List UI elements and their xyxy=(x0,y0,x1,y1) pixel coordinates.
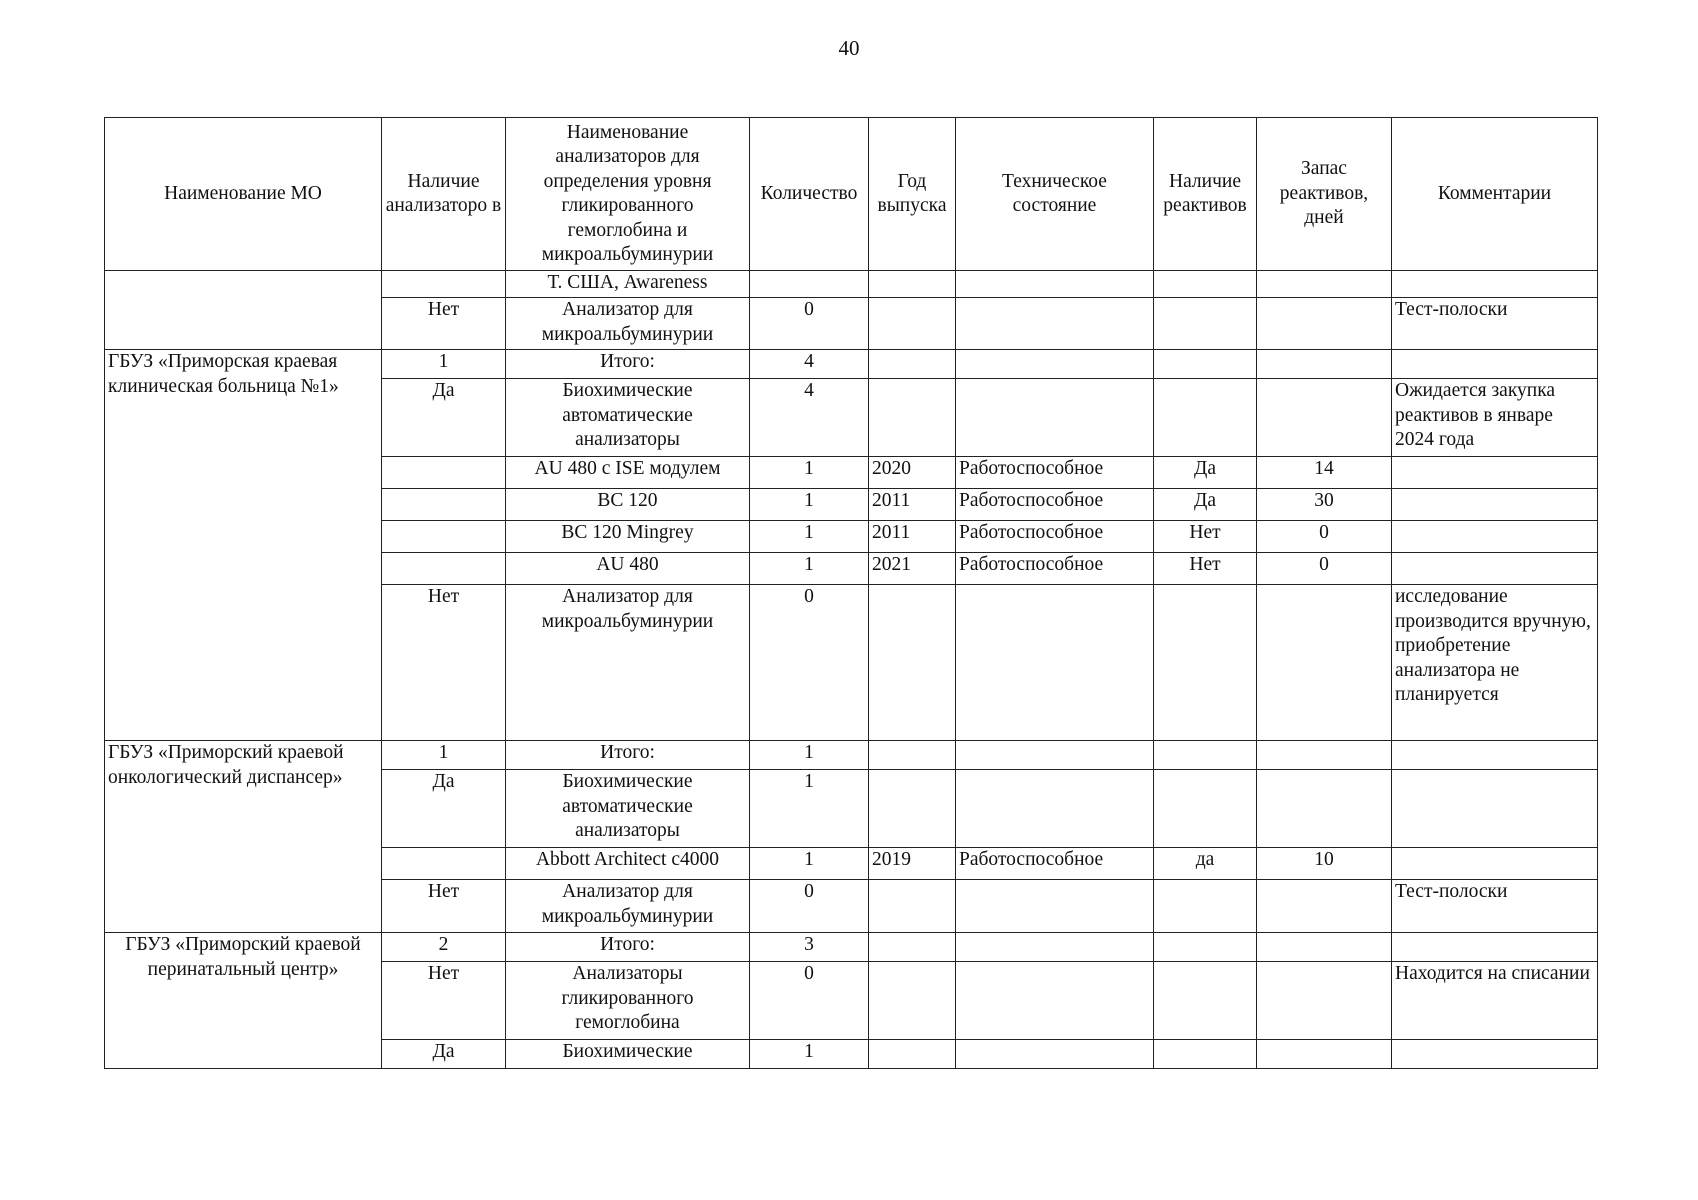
stock-cell xyxy=(1257,770,1392,848)
table-row xyxy=(105,350,1598,379)
comment-cell xyxy=(1392,521,1598,553)
comment-cell xyxy=(1392,770,1598,848)
analyzer-cell: Abbott Architect c4000 xyxy=(506,848,750,880)
state-cell: Работоспособное xyxy=(956,489,1154,521)
reagents-cell xyxy=(1154,741,1257,770)
comment-cell xyxy=(1392,489,1598,521)
analyzer-cell: BC 120 Mingrey xyxy=(506,521,750,553)
reagents-cell xyxy=(1154,298,1257,350)
reagents-cell xyxy=(1154,379,1257,457)
analyzer-cell: Анализатор для микроальбуминурии xyxy=(506,585,750,741)
state-cell xyxy=(956,379,1154,457)
presence-cell: Нет xyxy=(382,880,506,933)
table-header-row xyxy=(105,118,1598,271)
state-cell xyxy=(956,271,1154,298)
org-name-cell: ГБУЗ «Приморская краевая клиническая больница №1» xyxy=(105,350,382,741)
comment-cell xyxy=(1392,457,1598,489)
quantity-cell: 1 xyxy=(750,521,869,553)
year-cell xyxy=(869,379,956,457)
year-cell xyxy=(869,585,956,741)
year-cell xyxy=(869,271,956,298)
presence-cell xyxy=(382,521,506,553)
quantity-cell: 1 xyxy=(750,457,869,489)
stock-cell: 0 xyxy=(1257,521,1392,553)
presence-cell: Нет xyxy=(382,298,506,350)
state-cell xyxy=(956,770,1154,848)
analyzer-cell: Биохимические автоматические анализаторы xyxy=(506,379,750,457)
year-cell: 2011 xyxy=(869,521,956,553)
stock-cell: 10 xyxy=(1257,848,1392,880)
quantity-cell: 0 xyxy=(750,585,869,741)
year-cell xyxy=(869,298,956,350)
stock-cell xyxy=(1257,298,1392,350)
presence-cell: Да xyxy=(382,770,506,848)
state-cell: Работоспособное xyxy=(956,457,1154,489)
presence-cell xyxy=(382,271,506,298)
quantity-cell: 0 xyxy=(750,962,869,1040)
presence-cell: Да xyxy=(382,379,506,457)
reagents-cell xyxy=(1154,271,1257,298)
presence-cell xyxy=(382,848,506,880)
quantity-cell: 1 xyxy=(750,1040,869,1069)
analyzer-cell: Анализатор для микроальбуминурии xyxy=(506,880,750,933)
header-comment: Комментарии xyxy=(1392,118,1598,271)
reagents-cell xyxy=(1154,880,1257,933)
comment-cell xyxy=(1392,1040,1598,1069)
analyzer-cell: Итого: xyxy=(506,350,750,379)
presence-cell: 2 xyxy=(382,933,506,962)
quantity-cell: 3 xyxy=(750,933,869,962)
state-cell xyxy=(956,585,1154,741)
header-org: Наименование МО xyxy=(105,118,382,271)
comment-cell xyxy=(1392,271,1598,298)
comment-cell: Ожидается закупка реактивов в январе 2024 года xyxy=(1392,379,1598,457)
comment-cell xyxy=(1392,933,1598,962)
stock-cell xyxy=(1257,1040,1392,1069)
table-row xyxy=(105,933,1598,962)
analyzer-cell: Биохимические автоматические анализаторы xyxy=(506,770,750,848)
state-cell xyxy=(956,298,1154,350)
stock-cell: 0 xyxy=(1257,553,1392,585)
reagents-cell: Нет xyxy=(1154,553,1257,585)
stock-cell xyxy=(1257,271,1392,298)
state-cell xyxy=(956,962,1154,1040)
presence-cell: Да xyxy=(382,1040,506,1069)
state-cell xyxy=(956,741,1154,770)
header-year: Год выпуска xyxy=(869,118,956,271)
header-stock: Запас реактивов, дней xyxy=(1257,118,1392,271)
quantity-cell: 1 xyxy=(750,770,869,848)
stock-cell xyxy=(1257,933,1392,962)
presence-cell: 1 xyxy=(382,350,506,379)
analyzer-cell: Анализаторы гликированного гемоглобина xyxy=(506,962,750,1040)
org-name-cell: ГБУЗ «Приморский краевой онкологический диспансер» xyxy=(105,741,382,933)
comment-cell xyxy=(1392,741,1598,770)
quantity-cell: 1 xyxy=(750,848,869,880)
stock-cell xyxy=(1257,350,1392,379)
comment-cell xyxy=(1392,848,1598,880)
presence-cell xyxy=(382,489,506,521)
stock-cell: 30 xyxy=(1257,489,1392,521)
analyzers-table xyxy=(104,117,1598,1069)
comment-cell: Тест-полоски xyxy=(1392,298,1598,350)
table-row xyxy=(105,271,1598,298)
year-cell: 2021 xyxy=(869,553,956,585)
stock-cell: 14 xyxy=(1257,457,1392,489)
quantity-cell: 4 xyxy=(750,350,869,379)
quantity-cell: 0 xyxy=(750,880,869,933)
header-state: Техническое состояние xyxy=(956,118,1154,271)
page-number: 40 xyxy=(838,36,860,60)
stock-cell xyxy=(1257,585,1392,741)
analyzer-cell: Итого: xyxy=(506,933,750,962)
state-cell: Работоспособное xyxy=(956,521,1154,553)
quantity-cell: 1 xyxy=(750,553,869,585)
reagents-cell xyxy=(1154,962,1257,1040)
comment-cell: исследование производится вручную, приобретение анализатора не планируется xyxy=(1392,585,1598,741)
analyzer-cell: Биохимические xyxy=(506,1040,750,1069)
org-name-cell: ГБУЗ «Приморский краевой перинатальный центр» xyxy=(105,933,382,1069)
stock-cell xyxy=(1257,962,1392,1040)
analyzer-cell: AU 480 с ISE модулем xyxy=(506,457,750,489)
stock-cell xyxy=(1257,880,1392,933)
state-cell: Работоспособное xyxy=(956,553,1154,585)
presence-cell: Нет xyxy=(382,962,506,1040)
analyzer-cell: BC 120 xyxy=(506,489,750,521)
header-quantity: Количество xyxy=(750,118,869,271)
analyzer-cell: Анализатор для микроальбуминурии xyxy=(506,298,750,350)
org-cell xyxy=(105,271,382,350)
reagents-cell: да xyxy=(1154,848,1257,880)
quantity-cell: 1 xyxy=(750,741,869,770)
presence-cell xyxy=(382,553,506,585)
reagents-cell xyxy=(1154,933,1257,962)
analyzer-cell: Итого: xyxy=(506,741,750,770)
header-presence: Наличие анализаторо в xyxy=(382,118,506,271)
reagents-cell xyxy=(1154,1040,1257,1069)
stock-cell xyxy=(1257,741,1392,770)
reagents-cell xyxy=(1154,350,1257,379)
quantity-cell: 0 xyxy=(750,298,869,350)
presence-cell: 1 xyxy=(382,741,506,770)
presence-cell xyxy=(382,457,506,489)
comment-cell: Находится на списании xyxy=(1392,962,1598,1040)
year-cell xyxy=(869,880,956,933)
state-cell xyxy=(956,350,1154,379)
reagents-cell xyxy=(1154,770,1257,848)
reagents-cell: Да xyxy=(1154,489,1257,521)
presence-cell: Нет xyxy=(382,585,506,741)
header-reagents: Наличие реактивов xyxy=(1154,118,1257,271)
year-cell: 2011 xyxy=(869,489,956,521)
state-cell: Работоспособное xyxy=(956,848,1154,880)
stock-cell xyxy=(1257,379,1392,457)
analyzer-cell: AU 480 xyxy=(506,553,750,585)
state-cell xyxy=(956,1040,1154,1069)
table-row xyxy=(105,741,1598,770)
year-cell xyxy=(869,962,956,1040)
state-cell xyxy=(956,880,1154,933)
year-cell xyxy=(869,1040,956,1069)
reagents-cell: Да xyxy=(1154,457,1257,489)
year-cell: 2020 xyxy=(869,457,956,489)
year-cell xyxy=(869,770,956,848)
year-cell xyxy=(869,350,956,379)
year-cell: 2019 xyxy=(869,848,956,880)
analyzer-cell: Т. США, Awareness xyxy=(506,271,750,298)
reagents-cell xyxy=(1154,585,1257,741)
comment-cell xyxy=(1392,350,1598,379)
quantity-cell xyxy=(750,271,869,298)
state-cell xyxy=(956,933,1154,962)
year-cell xyxy=(869,933,956,962)
reagents-cell: Нет xyxy=(1154,521,1257,553)
comment-cell xyxy=(1392,553,1598,585)
quantity-cell: 4 xyxy=(750,379,869,457)
comment-cell: Тест-полоски xyxy=(1392,880,1598,933)
header-analyzer: Наименование анализаторов для определения уровня гликированного гемоглобина и микроальбуминурии xyxy=(506,118,750,271)
quantity-cell: 1 xyxy=(750,489,869,521)
year-cell xyxy=(869,741,956,770)
